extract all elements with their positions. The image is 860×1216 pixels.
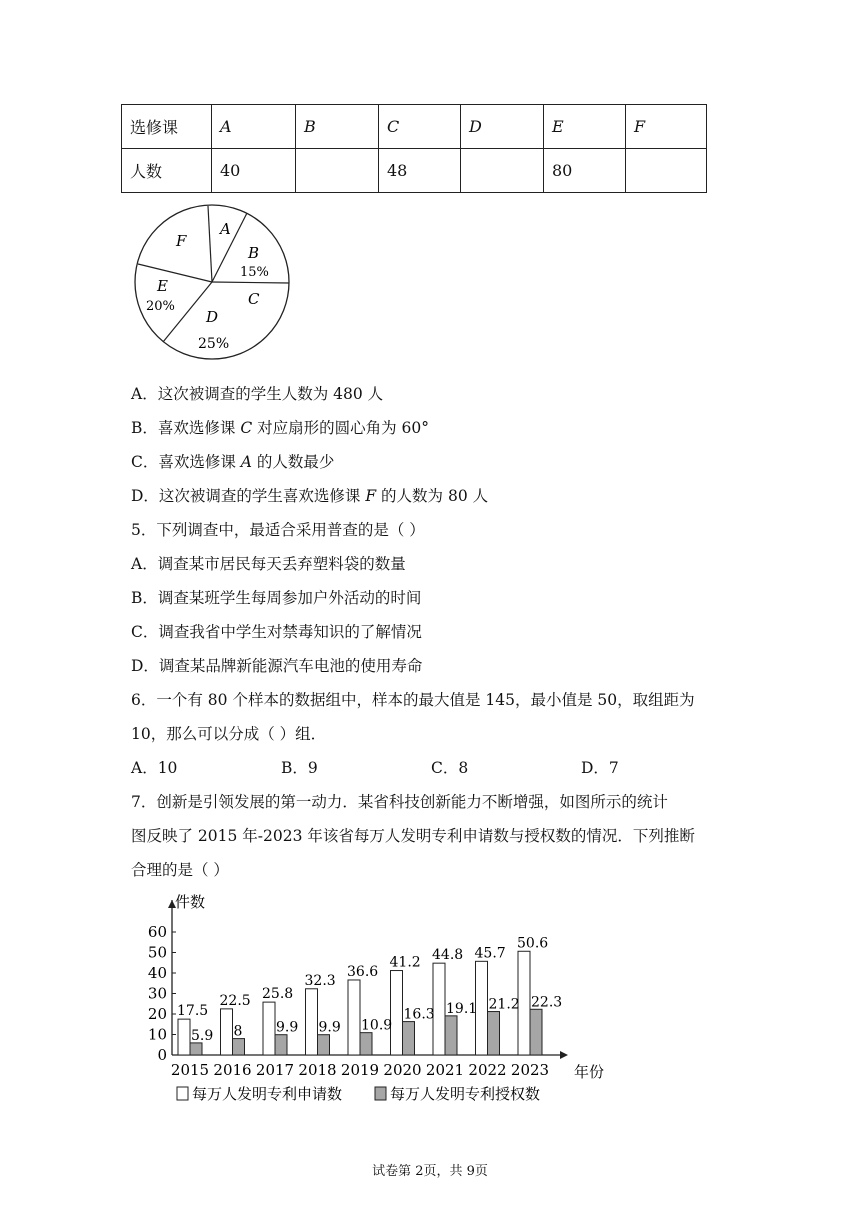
pie-chart bbox=[130, 200, 300, 365]
value-label-grants: 9.9 bbox=[318, 1019, 341, 1036]
q7-stem-line3: 合理的是（ ） bbox=[131, 861, 229, 879]
table-cell: D bbox=[461, 105, 544, 149]
table-cell: B bbox=[296, 105, 379, 149]
value-label-applications: 17.5 bbox=[177, 1003, 209, 1020]
bar-grants bbox=[275, 1035, 287, 1055]
y-tick-label: 60 bbox=[147, 923, 167, 941]
value-label-applications: 32.3 bbox=[304, 972, 336, 989]
value-label-grants: 22.3 bbox=[531, 994, 563, 1011]
bar-applications bbox=[391, 971, 403, 1055]
q6-stem-line2: 10，那么可以分成（ ）组． bbox=[131, 725, 327, 743]
x-tick-label: 2023 bbox=[510, 1061, 550, 1079]
q4-option-c: C．喜欢选修课 A 的人数最少 bbox=[131, 453, 335, 471]
value-label-applications: 22.5 bbox=[219, 992, 251, 1009]
bar-grants bbox=[530, 1009, 542, 1055]
q6-option-a: A．10 bbox=[131, 759, 178, 777]
value-label-applications: 50.6 bbox=[517, 935, 549, 952]
bar-applications bbox=[518, 951, 530, 1055]
value-label-grants: 8 bbox=[233, 1023, 243, 1040]
pie-label-c: C bbox=[248, 290, 260, 308]
bar-grants bbox=[488, 1012, 500, 1055]
q7-stem-line1: 7．创新是引领发展的第一动力．某省科技创新能力不断增强，如图所示的统计 bbox=[131, 793, 668, 811]
bar-applications bbox=[476, 961, 488, 1055]
y-tick-label: 40 bbox=[147, 964, 167, 982]
table-cell: C bbox=[379, 105, 461, 149]
value-label-grants: 21.2 bbox=[488, 996, 520, 1013]
q5-option-b: B．调查某班学生每周参加户外活动的时间 bbox=[131, 589, 422, 607]
value-label-grants: 16.3 bbox=[403, 1006, 435, 1023]
table-cell: A bbox=[212, 105, 296, 149]
value-label-grants: 10.9 bbox=[361, 1017, 393, 1034]
table-cell: 人数 bbox=[122, 149, 212, 193]
table-cell bbox=[461, 149, 544, 193]
q6-option-c: C．8 bbox=[431, 759, 469, 777]
chart-labels bbox=[171, 935, 562, 1079]
q7-stem-line2: 图反映了 2015 年-2023 年该省每万人发明专利申请数与授权数的情况．下列推断 bbox=[131, 827, 695, 845]
bar-applications bbox=[433, 963, 445, 1055]
value-label-applications: 25.8 bbox=[262, 986, 294, 1003]
bar-applications bbox=[178, 1019, 190, 1055]
value-label-applications: 36.6 bbox=[347, 963, 379, 980]
q5-option-a: A．调查某市居民每天丢弃塑料袋的数量 bbox=[131, 555, 406, 573]
bar-grants bbox=[403, 1022, 415, 1055]
bar-grants bbox=[190, 1043, 202, 1055]
bar-applications bbox=[306, 989, 318, 1055]
table-cell: 48 bbox=[379, 149, 461, 193]
table-cell: 选修课 bbox=[122, 105, 212, 149]
legend-swatch-grants bbox=[375, 1087, 386, 1100]
bar-grants bbox=[318, 1035, 330, 1055]
pie-label-a: A bbox=[220, 220, 231, 238]
x-tick-label: 2020 bbox=[383, 1061, 422, 1079]
x-tick-label: 2019 bbox=[340, 1061, 380, 1079]
legend-label-applications: 每万人发明专利申请数 bbox=[192, 1085, 343, 1103]
bar-grants bbox=[445, 1016, 457, 1055]
x-tick-label: 2018 bbox=[298, 1061, 337, 1079]
chart-legend bbox=[177, 1085, 540, 1103]
value-label-applications: 45.7 bbox=[474, 945, 506, 962]
bar-applications bbox=[263, 1002, 275, 1055]
value-label-applications: 44.8 bbox=[432, 947, 464, 964]
q5-option-c: C．调查我省中学生对禁毒知识的了解情况 bbox=[131, 623, 422, 641]
q6-option-b: B．9 bbox=[281, 759, 318, 777]
table-cell bbox=[296, 149, 379, 193]
x-tick-label: 2021 bbox=[425, 1061, 465, 1079]
q6-stem-line1: 6．一个有 80 个样本的数据组中，样本的最大值是 145，最小值是 50，取组距为 bbox=[131, 691, 695, 709]
bar-applications bbox=[348, 980, 360, 1055]
bar-grants bbox=[233, 1039, 245, 1055]
pie-label-d: D bbox=[206, 308, 219, 326]
bar-grants bbox=[360, 1033, 372, 1055]
bar-applications bbox=[221, 1009, 233, 1055]
x-axis-arrow bbox=[560, 1051, 568, 1059]
value-label-grants: 19.1 bbox=[446, 1000, 478, 1017]
pie-percent-e: 20% bbox=[146, 299, 175, 314]
y-tick-label: 20 bbox=[147, 1005, 167, 1023]
x-tick-label: 2015 bbox=[170, 1061, 210, 1079]
patent-bar-chart bbox=[130, 885, 605, 1115]
q4-option-a: A．这次被调查的学生人数为 480 人 bbox=[131, 385, 384, 403]
pie-label-f: F bbox=[176, 232, 187, 250]
page-footer: 试卷第 2页，共 9页 bbox=[372, 1164, 488, 1179]
x-tick-label: 2022 bbox=[468, 1061, 507, 1079]
table-row bbox=[122, 105, 707, 149]
q5-option-d: D．调查某品牌新能源汽车电池的使用寿命 bbox=[131, 657, 423, 675]
x-tick-label: 2016 bbox=[213, 1061, 252, 1079]
y-axis-label: 件数 bbox=[175, 893, 206, 911]
table-cell bbox=[626, 149, 707, 193]
value-label-grants: 5.9 bbox=[191, 1027, 214, 1044]
x-axis-label: 年份 bbox=[574, 1063, 605, 1081]
table-cell: 40 bbox=[212, 149, 296, 193]
legend-label-grants: 每万人发明专利授权数 bbox=[390, 1085, 541, 1103]
y-tick-label: 30 bbox=[147, 984, 167, 1003]
pie-percent-d: 25% bbox=[198, 336, 230, 352]
q4-option-b: B．喜欢选修课 C 对应扇形的圆心角为 60° bbox=[131, 419, 430, 437]
pie-label-e: E bbox=[157, 277, 168, 295]
x-tick-label: 2017 bbox=[255, 1061, 295, 1079]
pie-label-b: B bbox=[248, 244, 260, 262]
q5-stem: 5．下列调查中，最适合采用普查的是（ ） bbox=[131, 521, 425, 539]
table-cell: E bbox=[544, 105, 626, 149]
table-cell: F bbox=[626, 105, 707, 149]
pie-percent-b: 15% bbox=[240, 265, 269, 280]
table-cell: 80 bbox=[544, 149, 626, 193]
value-label-applications: 41.2 bbox=[389, 954, 421, 971]
y-tick-label: 50 bbox=[147, 943, 167, 962]
y-tick-label: 0 bbox=[157, 1046, 167, 1064]
legend-swatch-applications bbox=[177, 1087, 188, 1100]
q6-option-d: D．7 bbox=[581, 759, 619, 777]
q4-option-d: D．这次被调查的学生喜欢选修课 F 的人数为 80 人 bbox=[131, 487, 489, 505]
y-tick-label: 10 bbox=[147, 1025, 167, 1044]
table-row bbox=[122, 149, 707, 193]
value-label-grants: 9.9 bbox=[276, 1019, 299, 1036]
survey-table bbox=[121, 104, 707, 193]
